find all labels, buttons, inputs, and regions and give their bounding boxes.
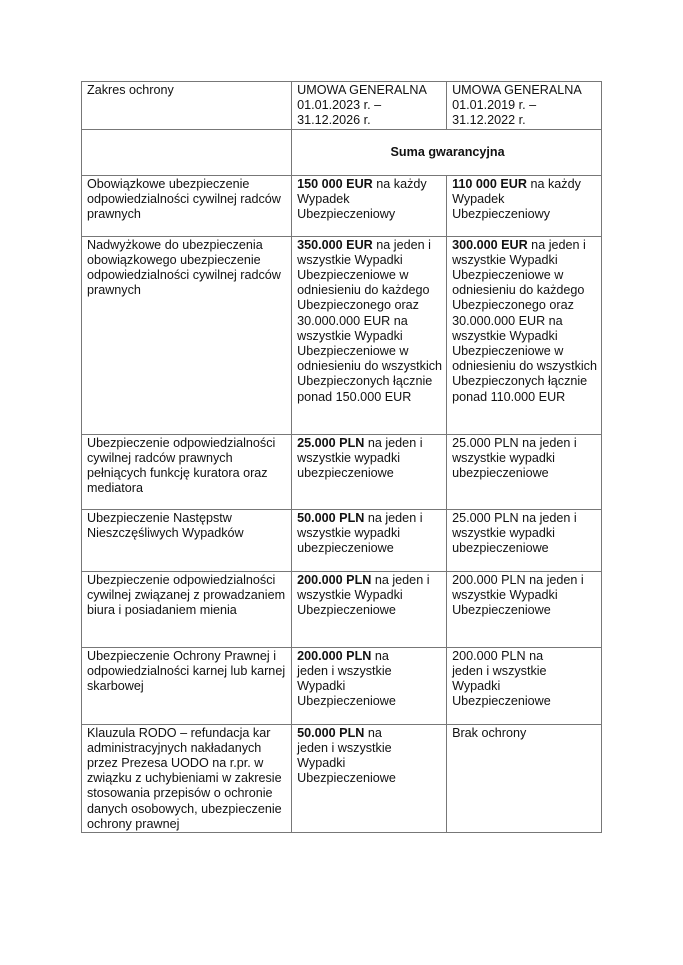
old-sum-text: 25.000 PLN na jeden i wszystkie wypadki ubezpieczeniowe (452, 510, 577, 556)
amount-description: na każdy Wypadek Ubezpieczeniowy (452, 176, 581, 222)
new-sum-cell (292, 509, 447, 571)
new-sum-cell (292, 236, 447, 434)
old-sum-cell (447, 647, 602, 724)
scope-text: Ubezpieczenie Ochrony Prawnej i odpowiedzialności karnej lub karnej skarbowej (87, 648, 286, 694)
subheader-row (82, 129, 602, 175)
old-sum-cell (447, 571, 602, 647)
amount: 200.000 PLN (297, 572, 372, 587)
scope-cell (82, 571, 292, 647)
amount: 50.000 PLN (297, 725, 365, 740)
header-scope (82, 82, 292, 130)
new-sum-cell (292, 434, 447, 509)
table-row (82, 434, 602, 509)
amount: 25.000 PLN (297, 435, 365, 450)
amount-description: na każdy Wypadek Ubezpieczeniowy (297, 176, 427, 222)
amount-description: na jeden i wszystkie Wypadki Ubezpieczeniowe (297, 648, 396, 709)
new-sum-cell (292, 647, 447, 724)
scope-cell (82, 434, 292, 509)
table-header-row (82, 82, 602, 130)
scope-cell (82, 647, 292, 724)
old-sum-text: 200.000 PLN na jeden i wszystkie Wypadki Ubezpieczeniowe (452, 572, 584, 618)
header-scope-label: Zakres ochrony (87, 83, 174, 97)
scope-text: Ubezpieczenie odpowiedzialności cywilnej związanej z prowadzaniem biura i posiadaniem mienia (87, 572, 286, 618)
scope-cell (82, 175, 292, 236)
amount: 110 000 EUR (452, 176, 527, 191)
header-agreement-2023 (292, 82, 447, 130)
subheader-empty-cell (82, 129, 292, 175)
old-sum-text: Brak ochrony (452, 725, 527, 740)
new-sum-cell (292, 724, 447, 832)
table-row (82, 236, 602, 434)
amount: 350.000 EUR (297, 237, 373, 252)
sum-guarantee-header (292, 129, 602, 175)
old-sum-text: 200.000 PLN na jeden i wszystkie Wypadki Ubezpieczeniowe (452, 648, 551, 709)
scope-text: Ubezpieczenie Następstw Nieszczęśliwych Wypadków (87, 510, 244, 540)
old-sum-cell (447, 509, 602, 571)
amount-description: na jeden i wszystkie Wypadki Ubezpieczeniowe (297, 572, 430, 618)
table-row (82, 724, 602, 832)
new-sum-cell (292, 175, 447, 236)
scope-cell (82, 724, 292, 832)
table-row (82, 647, 602, 724)
scope-text: Nadwyżkowe do ubezpieczenia obowiązkowego ubezpieczenie odpowiedzialności cywilnej radców prawnych (87, 237, 281, 298)
amount: 150 000 EUR (297, 176, 373, 191)
table-row (82, 571, 602, 647)
header-agreement-2023-label: UMOWA GENERALNA 01.01.2023 r. – 31.12.2026 r. (297, 83, 427, 128)
old-sum-cell (447, 236, 602, 434)
scope-cell (82, 236, 292, 434)
header-agreement-2019-label: UMOWA GENERALNA 01.01.2019 r. – 31.12.2022 r. (452, 83, 582, 128)
scope-text: Ubezpieczenie odpowiedzialności cywilnej radców prawnych pełniących funkcję kuratora oraz mediatora (87, 435, 276, 496)
new-sum-cell (292, 571, 447, 647)
scope-text: Klauzula RODO – refundacja kar administracyjnych nakładanych przez Prezesa UODO na r.pr. w związku z uchybieniami w zakresie stosowania przepisów o ochronie danych osobowych, ubezpieczenie ochrony prawnej (87, 725, 282, 831)
scope-text: Obowiązkowe ubezpieczenie odpowiedzialności cywilnej radców prawnych (87, 176, 281, 222)
old-sum-cell (447, 175, 602, 236)
table-row (82, 509, 602, 571)
sum-guarantee-label: Suma gwarancyjna (390, 145, 505, 159)
old-sum-text: 25.000 PLN na jeden i wszystkie wypadki ubezpieczeniowe (452, 435, 577, 481)
amount: 200.000 PLN (297, 648, 372, 663)
header-agreement-2019 (447, 82, 602, 130)
table-row (82, 175, 602, 236)
amount-description: na jeden i wszystkie Wypadki Ubezpieczeniowe w odniesieniu do każdego Ubezpieczonego oraz 30.000.000 EUR na wszystkie Wypadki Ubezpieczeniowe w odniesieniu do wszystkich Ubezpieczonych łącznie ponad 110.000 EUR (452, 237, 597, 404)
old-sum-cell (447, 434, 602, 509)
coverage-comparison-table (81, 81, 602, 833)
scope-cell (82, 509, 292, 571)
amount-description: na jeden i wszystkie wypadki ubezpieczeniowe (297, 510, 423, 556)
amount-description: na jeden i wszystkie wypadki ubezpieczeniowe (297, 435, 423, 481)
amount-description: na jeden i wszystkie Wypadki Ubezpieczeniowe (297, 725, 396, 786)
amount: 50.000 PLN (297, 510, 365, 525)
amount-description: na jeden i wszystkie Wypadki Ubezpieczeniowe w odniesieniu do każdego Ubezpieczonego oraz 30.000.000 EUR na wszystkie Wypadki Ubezpieczeniowe w odniesieniu do wszystkich Ubezpieczonych łącznie ponad 150.000 EUR (297, 237, 443, 404)
amount: 300.000 EUR (452, 237, 528, 252)
old-sum-cell (447, 724, 602, 832)
